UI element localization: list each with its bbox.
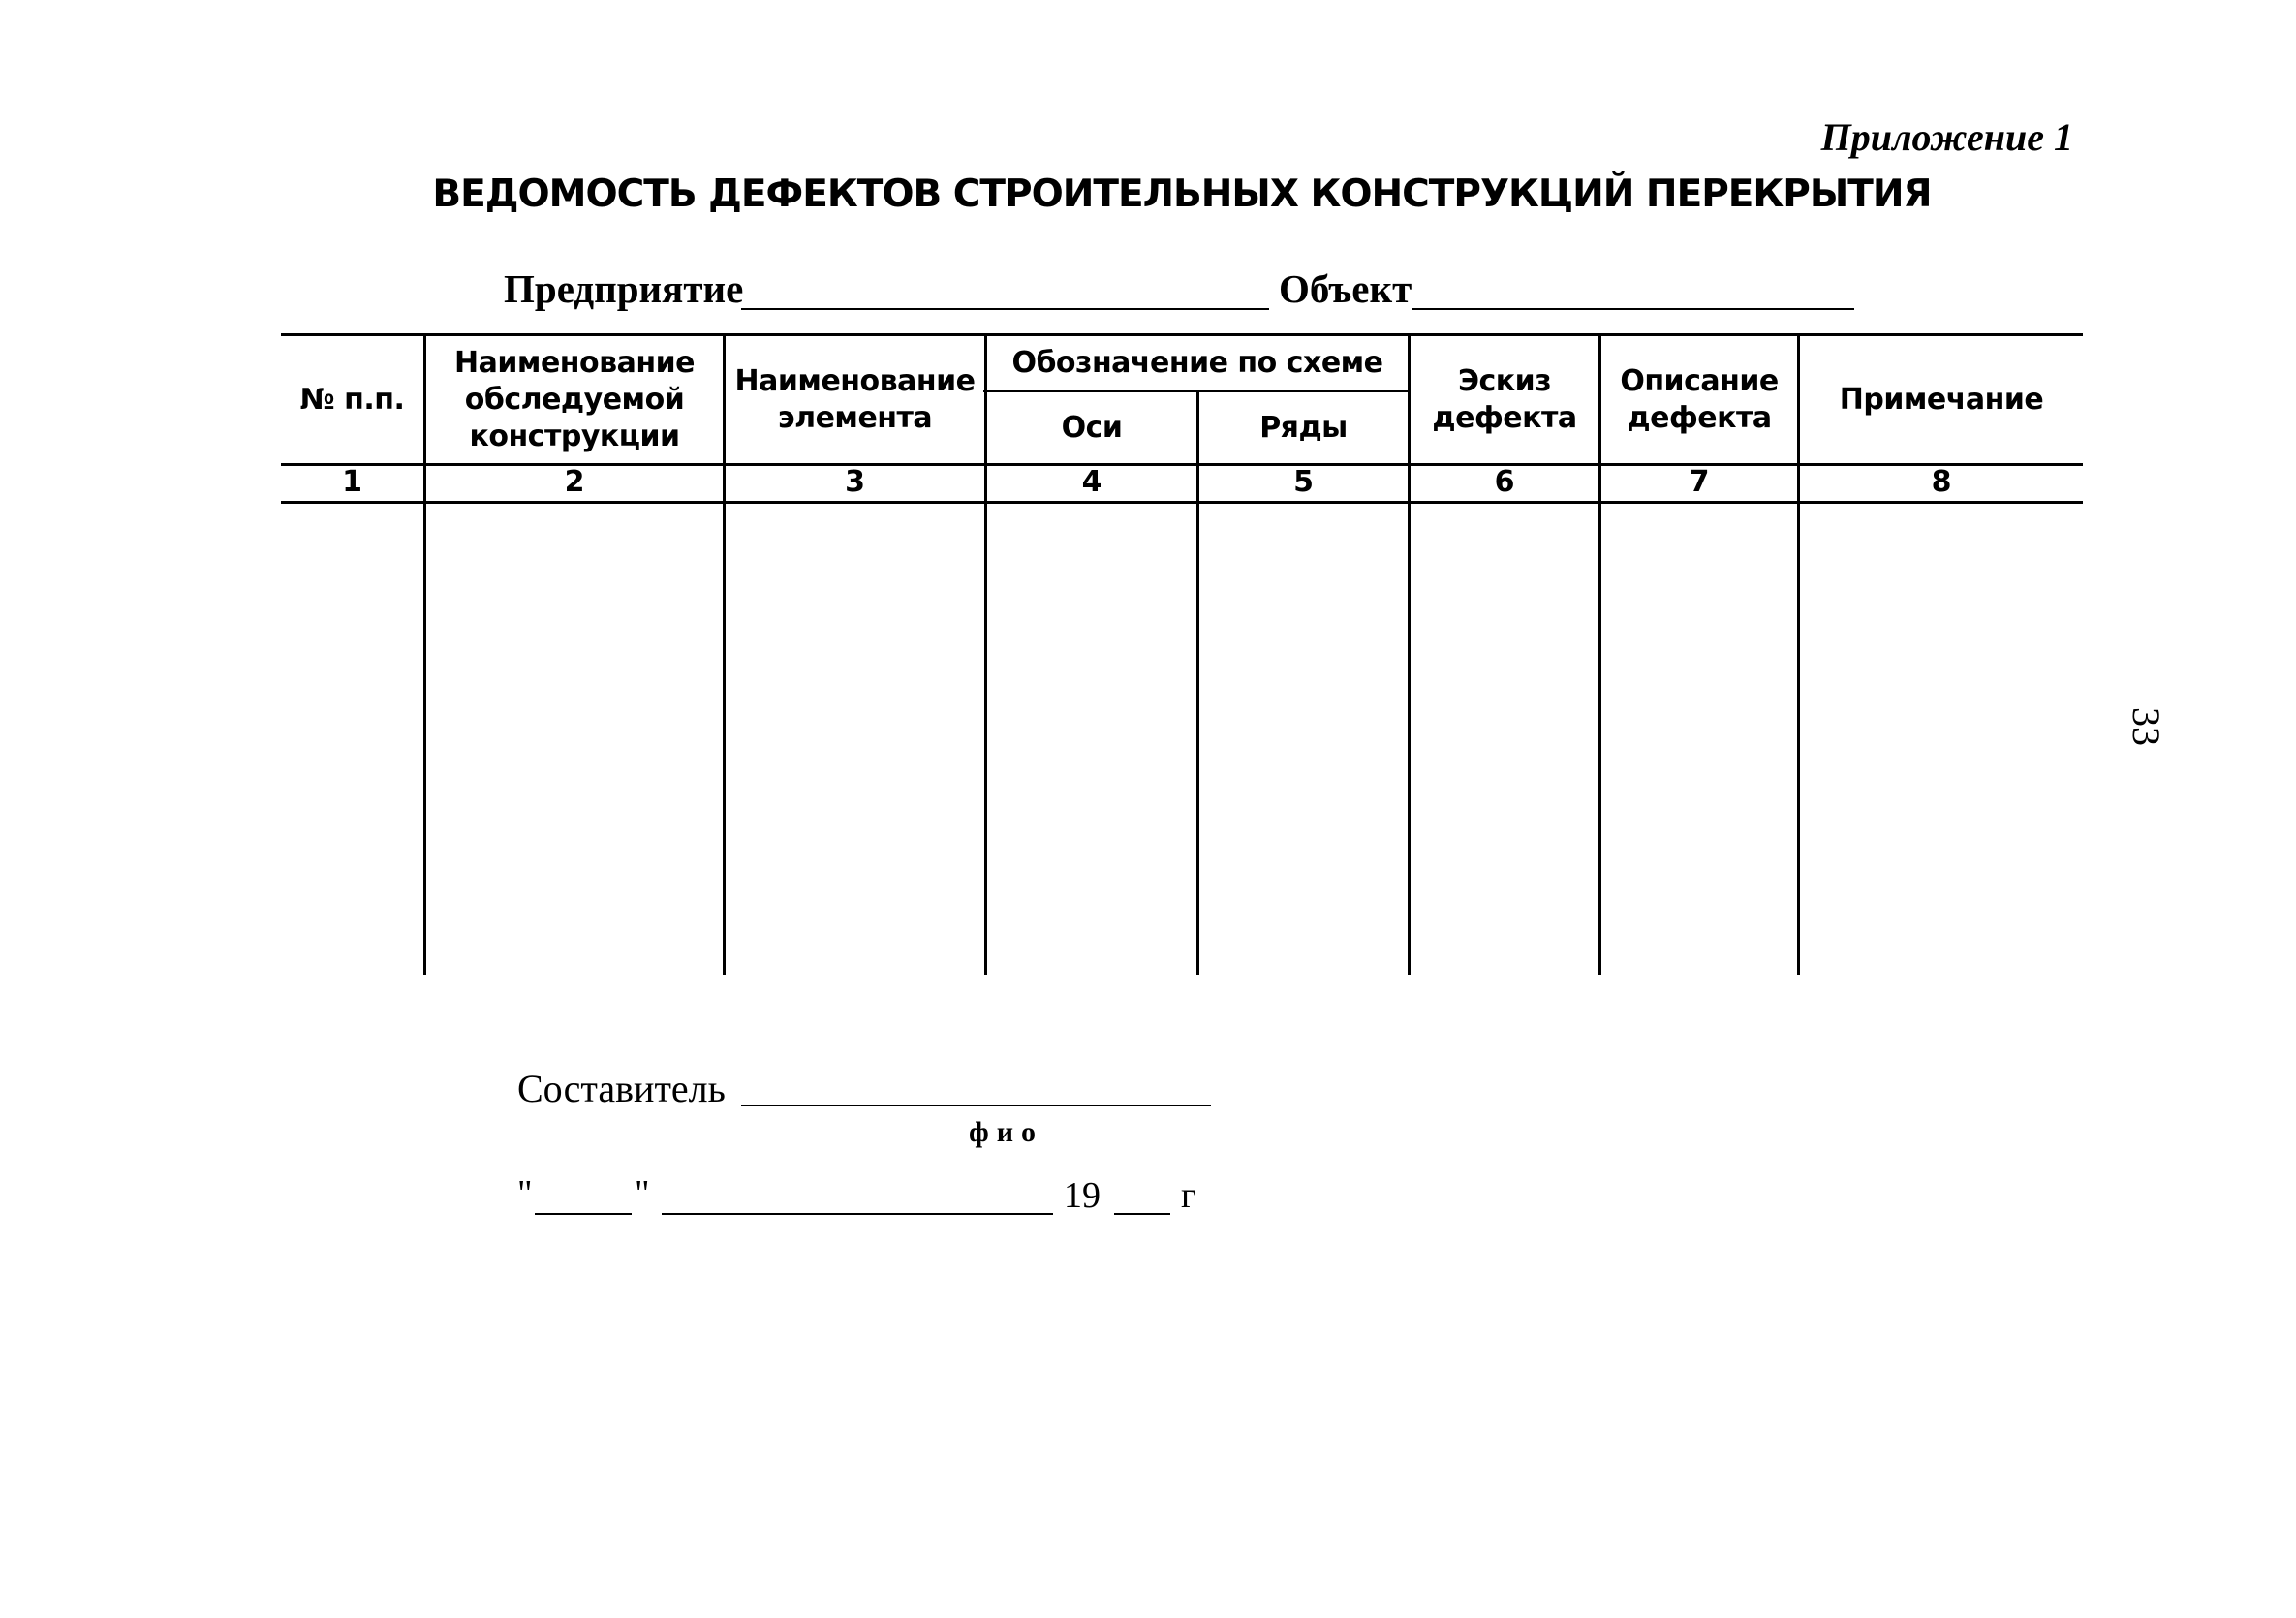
column-number: 4	[1081, 465, 1102, 499]
header-element-name: Наименование элемента	[734, 363, 976, 435]
compiler-field[interactable]	[741, 1105, 1211, 1106]
appendix-label: Приложение 1	[1820, 115, 2073, 159]
month-field[interactable]	[662, 1213, 1053, 1215]
header-scheme-designation: Обозначение по схеме	[1011, 346, 1383, 380]
day-field[interactable]	[535, 1213, 632, 1215]
year-field[interactable]	[1114, 1213, 1170, 1215]
object-label: Объект	[1279, 266, 1412, 311]
header-note: Примечание	[1839, 382, 2044, 417]
column-number: 8	[1931, 465, 1952, 499]
compiler-label: Составитель	[517, 1067, 726, 1110]
column-number: 5	[1293, 465, 1314, 499]
header-axes: Оси	[1061, 410, 1123, 445]
header-rows: Ряды	[1259, 410, 1348, 445]
date-close-quote: "	[635, 1173, 650, 1214]
year-suffix: г	[1181, 1175, 1196, 1216]
document-title: ВЕДОМОСТЬ ДЕФЕКТОВ СТРОИТЕЛЬНЫХ КОНСТРУКЦИЙ ПЕРЕКРЫТИЯ	[432, 172, 1932, 216]
page-number: 33	[2125, 707, 2168, 746]
column-number: 6	[1494, 465, 1515, 499]
column-number: 1	[342, 465, 362, 499]
date-open-quote: "	[517, 1173, 533, 1214]
header-construction-name: Наименование обследуемой конструкции	[454, 345, 695, 453]
header-number: № п.п.	[299, 382, 405, 417]
column-number: 7	[1689, 465, 1710, 499]
header-defect-description: Описание дефекта	[1620, 363, 1779, 435]
numbers-bottom-rule	[281, 501, 2083, 504]
column-number: 3	[845, 465, 865, 499]
year-prefix: 19	[1064, 1175, 1101, 1216]
enterprise-label: Предприятие	[504, 266, 744, 311]
header-defect-sketch: Эскиз дефекта	[1432, 363, 1577, 435]
column-number: 2	[564, 465, 585, 499]
name-caption: фио	[969, 1116, 1044, 1148]
